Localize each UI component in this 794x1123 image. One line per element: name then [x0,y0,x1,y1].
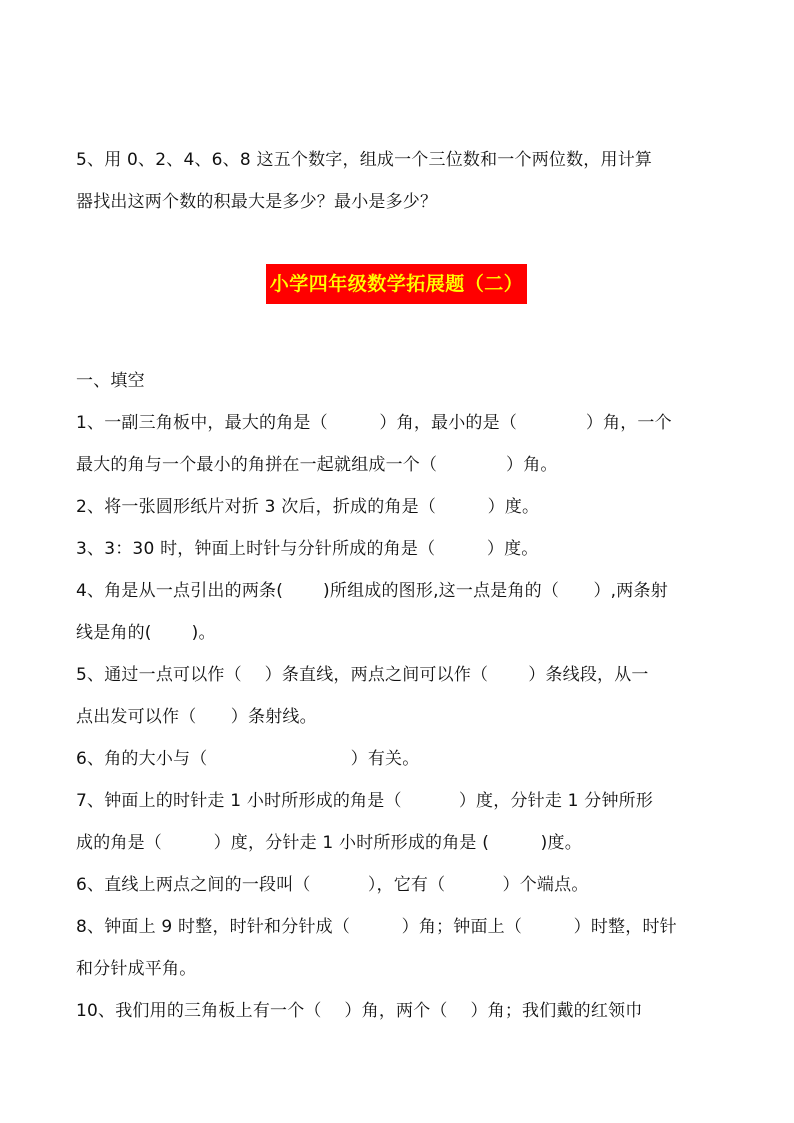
question-2-line1: 2、将一张圆形纸片对折 3 次后，折成的角是（ ）度。 [76,497,540,517]
question-1-line1: 1、一副三角板中，最大的角是（ ）角，最小的是（ ）角，一个 [76,413,672,433]
question-5-line1: 5、通过一点可以作（ ）条直线，两点之间可以作（ ）条线段，从一 [76,665,649,685]
question-4-line2: 线是角的( )。 [76,623,216,643]
section-title: 小学四年级数学拓展题（二） [269,273,524,295]
question-8-line2: 和分针成平角。 [76,959,197,979]
problem5-line1: 5、用 0、2、4、6、8 这五个数字，组成一个三位数和一个两位数，用计算 [76,150,653,170]
question-7-line1: 7、钟面上的时针走 1 小时所形成的角是（ ）度，分针走 1 分钟所形 [76,791,654,811]
question-6-line1: 6、角的大小与（ ）有关。 [76,749,420,769]
section-title-banner [266,264,527,304]
question-3-line1: 3、3：30 时，钟面上时针与分针所成的角是（ ）度。 [76,539,539,559]
question-6b-line1: 6、直线上两点之间的一段叫（ ），它有（ ）个端点。 [76,875,589,895]
question-10-line1: 10、我们用的三角板上有一个（ ）角，两个（ ）角；我们戴的红领巾 [76,1001,643,1021]
question-4-line1: 4、角是从一点引出的两条( )所组成的图形,这一点是角的（ ）,两条射 [76,581,668,601]
question-7-line2: 成的角是（ ）度，分针走 1 小时所形成的角是 ( )度。 [76,833,582,853]
section1-heading: 一、填空 [76,371,145,391]
question-5-line2: 点出发可以作（ ）条射线。 [76,707,317,727]
question-1-line2: 最大的角与一个最小的角拼在一起就组成一个（ ）角。 [76,455,558,475]
question-8-line1: 8、钟面上 9 时整，时针和分针成（ ）角；钟面上（ ）时整，时针 [76,917,677,937]
problem5-line2: 器找出这两个数的积最大是多少？最小是多少？ [76,192,438,212]
